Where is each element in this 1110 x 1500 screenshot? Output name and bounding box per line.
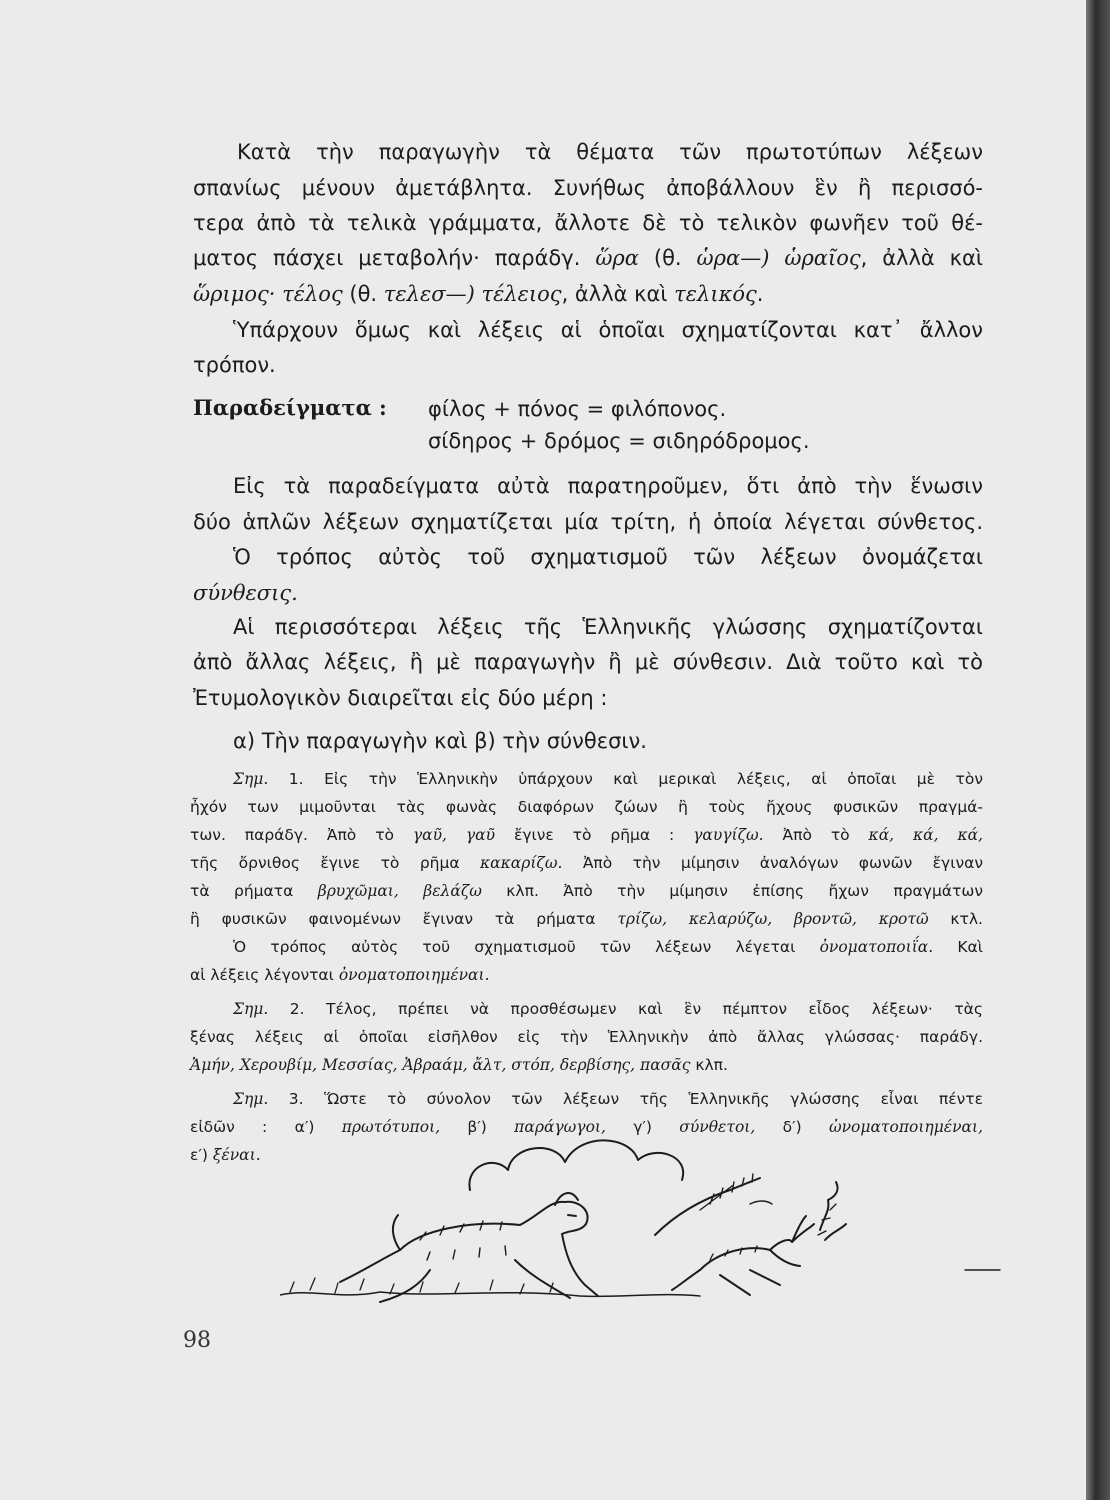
text-line: τερα ἀπὸ τὰ τελικὰ γράμματα, ἄλλοτε δὲ τὸ τελικὸν φωνῆεν τοῦ θέ- [193,211,983,235]
note-line: τὰ ρήματα βρυχῶμαι, βελάζω κλπ. Ἀπὸ τὴν μίμησιν ἐπίσης ἤχων πραγμάτων [190,882,983,900]
book-gutter [1086,0,1110,1500]
dog-drawing [340,1193,598,1302]
branch-drawing [655,1174,772,1235]
note-line: εἰδῶν : α′) πρωτότυποι, β′) παράγωγοι, γ′) σύνθετοι, δ′) ὠνοματοποιημέναι, [190,1118,983,1136]
bush-drawing [818,1182,846,1240]
text-line: Ὑπάρχουν ὅμως καὶ λέξεις αἱ ὁποῖαι σχηματίζονται κατ᾽ ἄλλον [233,318,983,342]
note-line: Ὁ τρόπος αὐτὸς τοῦ σχηματισμοῦ τῶν λέξεων λέγεται ὀνοματοποιΐα. Καὶ [233,938,983,956]
dog-chasing-hare-illustration [280,1120,1010,1330]
ground-drawing [280,1292,700,1296]
text-line: δύο ἁπλῶν λέξεων σχηματίζεται μία τρίτη, ἡ ὁποία λέγεται σύνθετος. [193,510,983,534]
text-line: ἀπὸ ἄλλας λέξεις, ἢ μὲ παραγωγὴν ἢ μὲ σύνθεσιν. Διὰ τοῦτο καὶ τὸ [193,650,983,674]
note-line: ξένας λέξεις αἱ ὁποῖαι εἰσῆλθον εἰς τὴν Ἑλληνικὴν ἀπὸ ἄλλας γλώσσας· παράδγ. [190,1028,983,1046]
note-line: Σημ. 2. Τέλος, πρέπει νὰ προσθέσωμεν καὶ ἓν πέμπτον εἶδος λέξεων· τὰς [233,1000,983,1018]
text-line: Ὁ τρόπος αὐτὸς τοῦ σχηματισμοῦ τῶν λέξεων ὀνομάζεται [233,545,983,569]
page-number: 98 [183,1328,211,1353]
note-line: Σημ. 3. Ὥστε τὸ σύνολον τῶν λέξεων τῆς Ἑλληνικῆς γλώσσης εἶναι πέντε [233,1090,983,1108]
text-line: Κατὰ τὴν παραγωγὴν τὰ θέματα τῶν πρωτοτύπων λέξεων [237,140,983,164]
hare-drawing [672,1216,814,1295]
example-line: φίλος + πόνος = φιλόπονος. [428,397,727,421]
note-line: αἱ λέξεις λέγονται ὀνοματοποιημέναι. [190,966,490,984]
text-line: Εἰς τὰ παραδείγματα αὐτὰ παρατηροῦμεν, ὅτι ἀπὸ τὴν ἕνωσιν [233,474,983,498]
text-line: σπανίως μένουν ἀμετάβλητα. Συνήθως ἀποβάλλουν ἓν ἢ περισσό- [193,176,983,200]
text-line: α) Τὴν παραγωγὴν καὶ β) τὴν σύνθεσιν. [233,729,647,753]
text-line: σύνθεσις. [193,581,298,605]
cloud-drawing [469,1140,683,1190]
text-line: ὥριμος· τέλος (θ. τελεσ—) τέλειος, ἀλλὰ καὶ τελικός. [193,282,764,306]
text-line: ματος πάσχει μεταβολήν· παράδγ. ὥρα (θ. ὡρα—) ὡραῖος, ἀλλὰ καὶ [193,246,983,270]
note-line: ἦχόν των μιμοῦνται τὰς φωνὰς διαφόρων ζώων ἢ τοὺς ἤχους φυσικῶν πραγμά- [190,798,983,816]
note-line: ε′) ξέναι. [190,1146,261,1164]
note-line: τῆς ὄρνιθος ἔγινε τὸ ρῆμα κακαρίζω. Ἀπὸ τὴν μίμησιν ἀναλόγων φωνῶν ἔγιναν [190,854,983,872]
text-line: Αἱ περισσότεραι λέξεις τῆς Ἑλληνικῆς γλώσσης σχηματίζονται [233,615,983,639]
note-line: Σημ. 1. Εἰς τὴν Ἑλληνικὴν ὑπάρχουν καὶ μερικαὶ λέξεις, αἱ ὁποῖαι μὲ τὸν [233,770,983,788]
example-line: σίδηρος + δρόμος = σιδηρόδρομος. [428,429,810,453]
note-line: ἢ φυσικῶν φαινομένων ἔγιναν τὰ ρήματα τρίζω, κελαρύζω, βροντῶ, κροτῶ κτλ. [190,910,983,928]
note-line: των. παράδγ. Ἀπὸ τὸ γαῦ, γαῦ ἔγινε τὸ ρῆμα : γαυγίζω. Ἀπὸ τὸ κά, κά, κά, [190,826,983,844]
text-line: τρόπον. [193,353,276,377]
note-line: Ἀμήν, Χερουβίμ, Μεσσίας, Ἀβραάμ, ἄλτ, στόπ, δερβίσης, πασᾶς κλπ. [190,1056,728,1074]
text-line: Ἐτυμολογικὸν διαιρεῖται εἰς δύο μέρη : [193,686,608,710]
examples-label: Παραδείγματα : [193,395,387,420]
